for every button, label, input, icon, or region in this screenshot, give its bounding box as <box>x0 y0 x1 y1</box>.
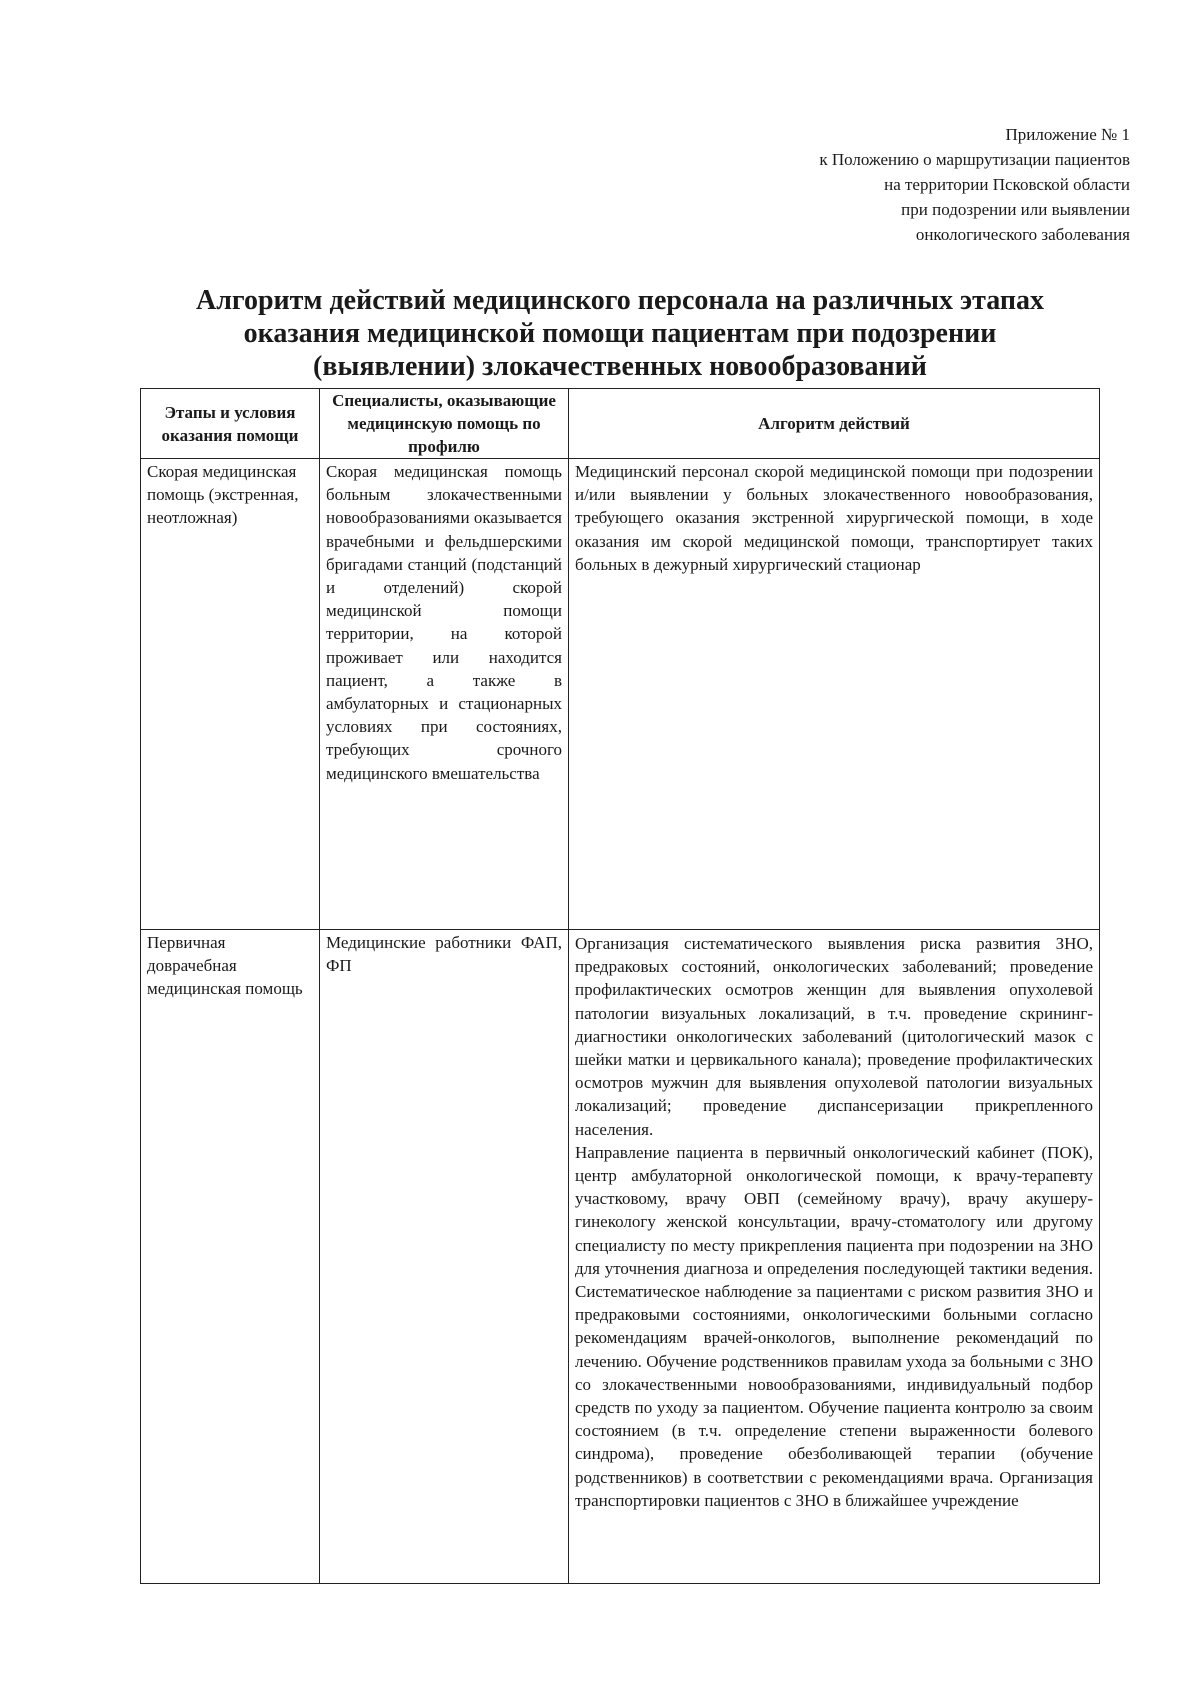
appendix-line: онкологического заболевания <box>915 225 1130 244</box>
appendix-line: к Положению о маршрутизации пациентов <box>819 150 1130 169</box>
cell-stage: Первичная доврачебная медицинская помощь <box>141 930 320 1584</box>
cell-specialists: Скорая медицинская помощь больным злокачественными новообразованиями оказывается врачебными и фельдшерскими бригадами станций (подстанций и отделений) скорой медицинской помощи территории, на которой проживает или находится пациент, а также в амбулаторных и стационарных условиях при состояниях, требующих срочного медицинского вмешательства <box>320 459 569 930</box>
appendix-line: при подозрении или выявлении <box>901 200 1130 219</box>
appendix-note <box>819 122 1130 247</box>
title-line: оказания медицинской помощи пациентам при подозрении <box>243 318 997 349</box>
algorithm-paragraph: Организация систематического выявления риска развития ЗНО, предраковых состояний, онкологических заболеваний; проведение профилактических осмотров женщин для выявления опухолевой патологии визуальных локализаций, в т.ч. проведение скрининг- диагностики онкологических заболеваний (цитологический мазок с шейки матки и цервикального канала); проведение профилактических осмотров мужчин для выявления опухолевой патологии визуальных локализаций; проведение диспансеризации прикрепленного населения. <box>575 934 1093 1139</box>
appendix-line: на территории Псковской области <box>884 175 1130 194</box>
cell-algorithm <box>569 930 1100 1584</box>
cell-stage: Скорая медицинская помощь (экстренная, неотложная) <box>141 459 320 930</box>
header-stages: Этапы и условия оказания помощи <box>141 389 320 459</box>
table-header-row <box>141 389 1100 459</box>
title-line: (выявлении) злокачественных новообразований <box>313 351 927 382</box>
header-specialists: Специалисты, оказывающие медицинскую помощь по профилю <box>320 389 569 459</box>
algorithm-paragraph: Направление пациента в первичный онкологический кабинет (ПОК), центр амбулаторной онкологической помощи, к врачу-терапевту участковому, врачу ОВП (семейному врачу), врачу акушеру-гинекологу женской консультации, врачу-стоматологу или другому специалисту по месту прикрепления пациента при подозрении на ЗНО для уточнения диагноза и определения последующей тактики ведения. Систематическое наблюдение за пациентами с риском развития ЗНО и предраковыми состояниями, онкологическими больными согласно рекомендациям врачей-онкологов, выполнение рекомендаций по лечению. Обучение родственников правилам ухода за больными с ЗНО со злокачественными новообразованиями, индивидуальный подбор средств по уходу за пациентом. Обучение пациента контролю за своим состоянием (в т.ч. определение степени выраженности болевого синдрома), проведение обезболивающей терапии (обучение родственников) в соответствии с рекомендациями врача. Организация транспортировки пациентов с ЗНО в ближайшее учреждение <box>575 1142 1093 1510</box>
algorithm-paragraph: Медицинский персонал скорой медицинской помощи при подозрении и/или выявлении у больных злокачественного новообразования, требующего оказания экстренной хирургической помощи, в ходе оказания им скорой медицинской помощи, транспортирует таких больных в дежурный хирургический стационар <box>575 462 1093 574</box>
table-row <box>141 930 1100 1584</box>
appendix-line: Приложение № 1 <box>1005 125 1130 144</box>
header-algorithm: Алгоритм действий <box>569 389 1100 459</box>
cell-specialists: Медицинские работники ФАП, ФП <box>320 930 569 1584</box>
table-row <box>141 459 1100 930</box>
title-line: Алгоритм действий медицинского персонала на различных этапах <box>196 285 1044 316</box>
document-title <box>140 284 1100 383</box>
cell-algorithm <box>569 459 1100 930</box>
algorithm-table <box>140 388 1100 1584</box>
